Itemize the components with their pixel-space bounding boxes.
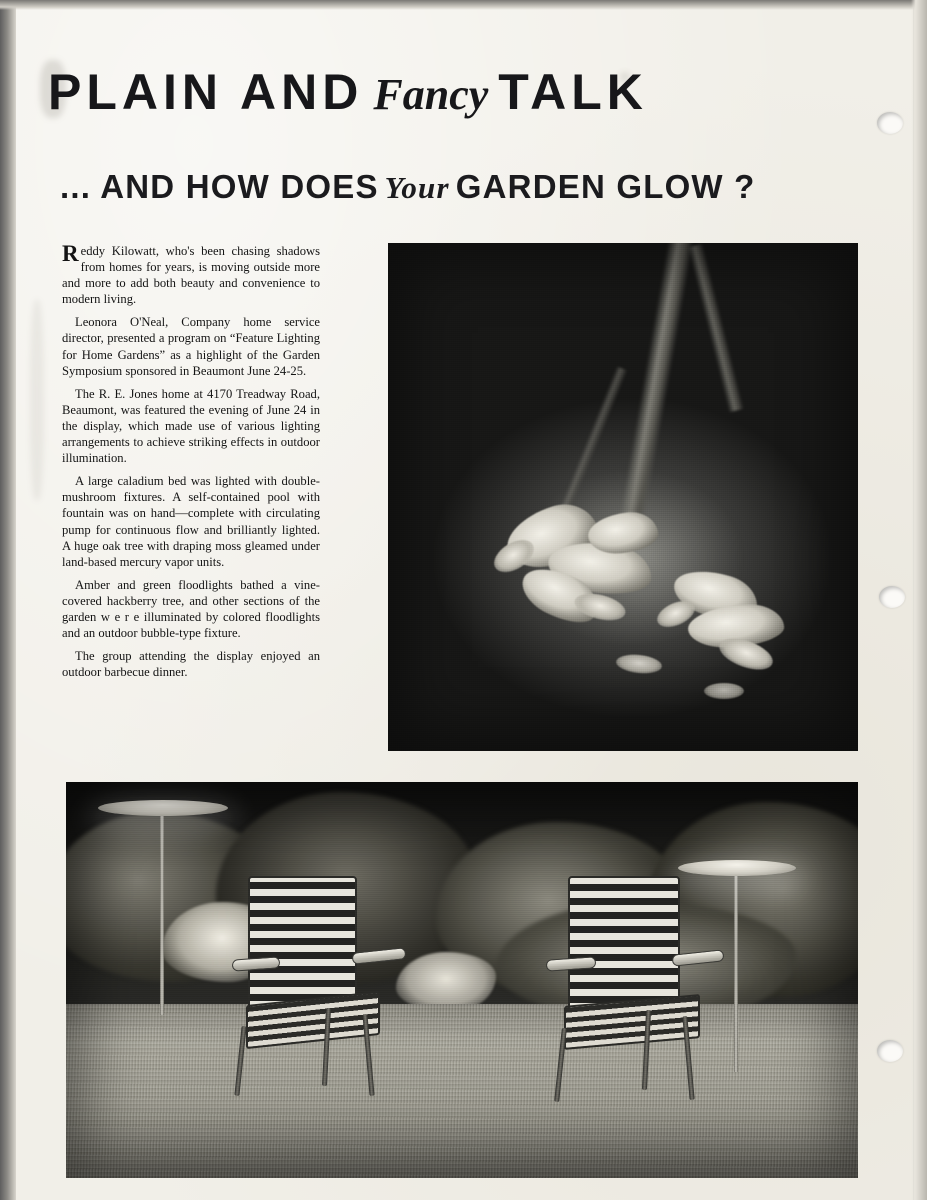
masthead-line bbox=[48, 56, 868, 131]
paragraph: The R. E. Jones home at 4170 Treadway Road, Beaumont, was featured the evening of June 24 in the display, which made use of various lighting arrangements to achieve striking effects in outdoor illumination. bbox=[62, 386, 320, 466]
photo-caladium-bed bbox=[388, 243, 858, 751]
photo-grain bbox=[66, 782, 858, 1178]
paragraph: The group attending the display enjoyed an outdoor barbecue dinner. bbox=[62, 649, 320, 680]
paragraph-text: eddy Kilowatt, who's been chasing shadows from homes for years, is moving outside more and more to add both beauty and convenience to modern living. bbox=[62, 244, 320, 307]
masthead-part1: PLAIN AND bbox=[48, 64, 364, 120]
article-body-column bbox=[62, 243, 320, 687]
binder-hole bbox=[879, 586, 905, 608]
masthead-script-word: Fancy bbox=[373, 70, 489, 119]
masthead bbox=[48, 56, 868, 128]
scan-edge-top bbox=[0, 0, 927, 10]
binder-hole bbox=[877, 1040, 903, 1062]
binder-hole bbox=[877, 112, 903, 134]
subhead-part1: ... AND HOW DOES bbox=[60, 168, 379, 205]
photo-content bbox=[388, 243, 858, 751]
article-subhead bbox=[60, 168, 890, 206]
subhead-script-word: Your bbox=[384, 170, 450, 205]
paragraph: Amber and green floodlights bathed a vine-covered hackberry tree, and other sections of the garden w e r e illuminated by colored floodlights and an outdoor bubble-type fixture. bbox=[62, 577, 320, 641]
photo-content bbox=[66, 782, 858, 1178]
scan-edge-left bbox=[0, 0, 16, 1200]
paper-smudge bbox=[30, 300, 44, 500]
masthead-part2: TALK bbox=[498, 64, 648, 120]
subhead-part2: GARDEN GLOW ? bbox=[455, 168, 756, 205]
photo-lawn-chairs bbox=[66, 782, 858, 1178]
photo-grain bbox=[388, 243, 858, 751]
paragraph bbox=[62, 243, 320, 307]
paragraph: A large caladium bed was lighted with double-mushroom fixtures. A self-contained pool with fountain was on hand—complete with circulating pump for continuous flow and brilliantly lighted. A huge oak tree with draping moss gleamed under land-based mercury vapor units. bbox=[62, 474, 320, 569]
drop-cap: R bbox=[62, 241, 79, 266]
paragraph: Leonora O'Neal, Company home service director, presented a program on “Feature Lighting for Home Gardens” as a highlight of the Garden Symposium sponsored in Beaumont June 24-25. bbox=[62, 315, 320, 378]
scan-edge-right bbox=[911, 0, 927, 1200]
